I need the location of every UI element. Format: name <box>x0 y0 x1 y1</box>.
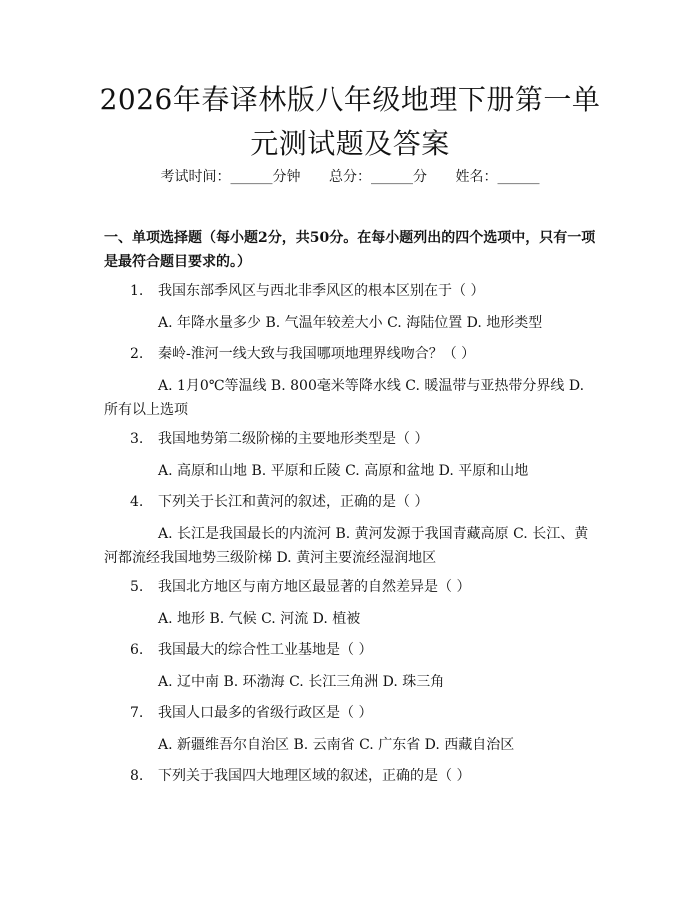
question-stem: 下列关于我国四大地理区域的叙述，正确的是（ ） <box>158 768 471 784</box>
question-7 <box>130 702 600 724</box>
question-stem: 下列关于长江和黄河的叙述，正确的是（ ） <box>158 494 429 510</box>
question-stem: 我国北方地区与南方地区最显著的自然差异是（ ） <box>158 579 471 595</box>
question-2-options: A. 1月0℃等温线 B. 800毫米等降水线 C. 暖温带与亚热带分界线 D. 所有以上选项 <box>104 378 585 418</box>
question-2 <box>130 343 600 365</box>
question-stem: 我国人口最多的省级行政区是（ ） <box>158 705 373 721</box>
question-stem: 我国最大的综合性工业基地是（ ） <box>158 642 373 658</box>
question-number: 1. <box>130 283 144 299</box>
question-1-options: A. 年降水量多少 B. 气温年较差大小 C. 海陆位置 D. 地形类型 <box>158 315 543 331</box>
question-7-options: A. 新疆维吾尔自治区 B. 云南省 C. 广东省 D. 西藏自治区 <box>158 737 515 753</box>
question-number: 6. <box>130 642 144 658</box>
total-score-label: 总分：______分 <box>329 169 427 185</box>
question-number: 5. <box>130 579 144 595</box>
question-4 <box>130 491 600 513</box>
exam-meta <box>0 166 700 188</box>
question-5 <box>130 576 600 598</box>
question-3-options: A. 高原和山地 B. 平原和丘陵 C. 高原和盆地 D. 平原和山地 <box>158 463 529 479</box>
question-3 <box>130 428 600 450</box>
question-4-options: A. 长江是我国最长的内流河 B. 黄河发源于我国青藏高原 C. 长江、黄河都流经我国地势三级阶梯 D. 黄河主要流经湿润地区 <box>104 526 589 566</box>
section-heading: 一、单项选择题（每小题2分，共50分。在每小题列出的四个选项中，只有一项是最符合题目要求的。） <box>104 230 596 270</box>
question-number: 3. <box>130 431 144 447</box>
question-stem: 我国东部季风区与西北非季风区的根本区别在于（ ） <box>158 283 485 299</box>
question-number: 2. <box>130 346 144 362</box>
exam-time-label: 考试时间：______分钟 <box>160 169 301 185</box>
question-stem: 我国地势第二级阶梯的主要地形类型是（ ） <box>158 431 429 447</box>
question-6 <box>130 639 600 661</box>
student-name-label: 姓名：______ <box>455 169 540 185</box>
question-number: 8. <box>130 768 144 784</box>
page-title: 2026年春译林版八年级地理下册第一单元测试题及答案 <box>99 83 601 160</box>
question-stem: 秦岭-淮河一线大致与我国哪项地理界线吻合？（ ） <box>158 346 476 362</box>
question-number: 7. <box>130 705 144 721</box>
question-6-options: A. 辽中南 B. 环渤海 C. 长江三角洲 D. 珠三角 <box>158 674 445 690</box>
question-5-options: A. 地形 B. 气候 C. 河流 D. 植被 <box>158 611 361 627</box>
question-1 <box>130 280 600 302</box>
question-number: 4. <box>130 494 144 510</box>
question-8 <box>130 765 600 787</box>
